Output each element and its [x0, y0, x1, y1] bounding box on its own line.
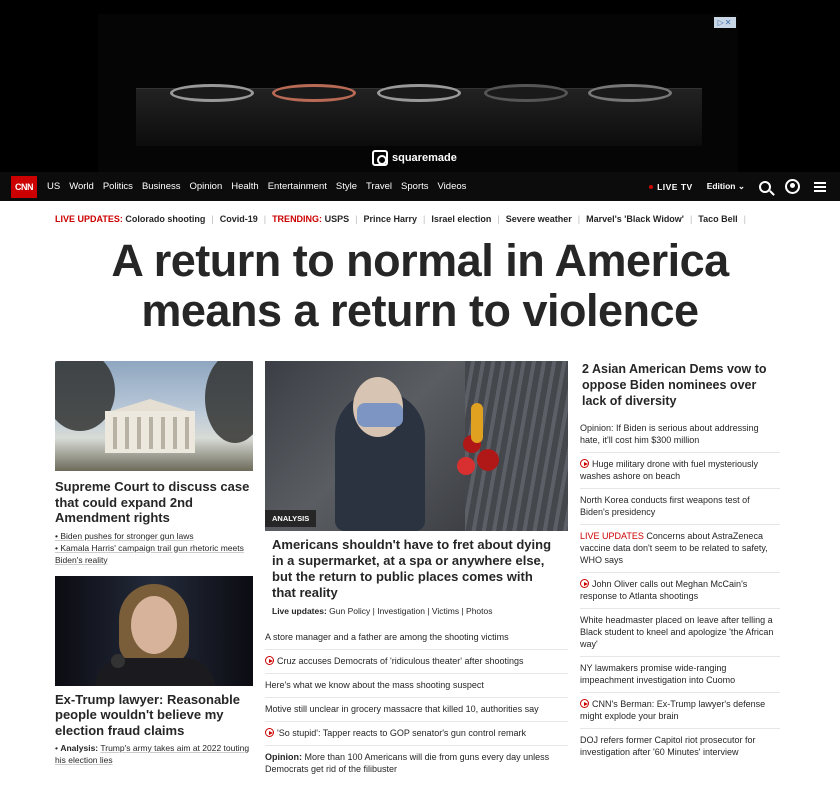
- ad-ring-1: [170, 84, 254, 102]
- list-item[interactable]: Huge military drone with fuel mysteriously washes ashore on beach: [580, 452, 780, 488]
- main-story-title[interactable]: Americans shouldn't have to fret about dying in a supermarket, at a spa or anywhere else, but the return to public places comes with that reality: [272, 537, 552, 600]
- right-column: [580, 361, 780, 764]
- trend-black-widow[interactable]: Marvel's 'Black Widow': [586, 214, 684, 224]
- play-video-icon: [580, 459, 589, 468]
- nav-link-us[interactable]: US: [47, 181, 61, 192]
- lawyer-face: [131, 596, 177, 654]
- story-ex-trump-lawyer-title[interactable]: Ex-Trump lawyer: Reasonable people wouldn't believe my election fraud claims: [55, 691, 240, 738]
- headline-line-2: means a return to violence: [141, 285, 699, 336]
- play-video-icon: [580, 579, 589, 588]
- headline-line-1: A return to normal in America: [111, 235, 729, 286]
- ad-brand-text: squaremade: [392, 152, 457, 164]
- main-story-image[interactable]: [265, 361, 568, 531]
- ad-ring-5: [588, 84, 672, 102]
- ad-banner[interactable]: [0, 0, 840, 172]
- list-item[interactable]: White headmaster placed on leave after telling a Black student to kneel and apologize 'the African way': [580, 608, 780, 656]
- story-asian-american-dems-title[interactable]: 2 Asian American Dems vow to oppose Biden nominees over lack of diversity: [582, 362, 767, 408]
- main-nav: [0, 172, 840, 201]
- trend-israel-election[interactable]: Israel election: [431, 214, 492, 224]
- live-tv-label: LIVE TV: [657, 181, 693, 192]
- live-updates-link-list: Gun Policy | Investigation | Victims | Photos: [329, 606, 493, 616]
- flower-3: [457, 457, 475, 475]
- trend-severe-weather[interactable]: Severe weather: [505, 214, 572, 224]
- trend-usps[interactable]: USPS: [324, 214, 350, 224]
- nav-link-opinion[interactable]: Opinion: [189, 181, 223, 192]
- nav-link-health[interactable]: Health: [231, 181, 259, 192]
- main-headline[interactable]: [0, 236, 840, 336]
- list-item[interactable]: Here's what we know about the mass shooting suspect: [265, 673, 568, 697]
- live-dot-icon: [649, 185, 653, 189]
- tree-right: [205, 361, 253, 443]
- story-biden-gun-laws[interactable]: • Biden pushes for stronger gun laws: [55, 530, 253, 542]
- chevron-down-icon: ⌄: [737, 181, 745, 191]
- hamburger-menu-icon[interactable]: [814, 182, 826, 192]
- ad-brand-logo[interactable]: [372, 150, 457, 166]
- live-updates-label: LIVE UPDATES:: [55, 214, 123, 224]
- list-item[interactable]: Opinion: More than 100 Americans will die from guns every day unless Democrats get rid of the filibuster: [265, 745, 568, 781]
- nav-link-world[interactable]: World: [69, 181, 94, 192]
- trend-prince-harry[interactable]: Prince Harry: [363, 214, 417, 224]
- list-item[interactable]: DOJ refers former Capitol riot prosecutor for investigation after '60 Minutes' interview: [580, 728, 780, 764]
- face-mask: [357, 403, 403, 427]
- live-tv-button[interactable]: [649, 182, 693, 192]
- play-video-icon: [265, 728, 274, 737]
- nav-link-sports[interactable]: Sports: [401, 181, 429, 192]
- nav-links: [47, 181, 466, 192]
- live-updates-sublabel: Live updates:: [272, 606, 327, 616]
- trending-label: TRENDING:: [272, 214, 323, 224]
- edition-label: Edition: [706, 181, 736, 191]
- right-story-list: [580, 417, 780, 764]
- center-column: [265, 361, 568, 781]
- ex-trump-lawyer-image[interactable]: [55, 576, 253, 686]
- list-item[interactable]: A store manager and a father are among the shooting victims: [265, 632, 509, 642]
- analysis-text: Trump's army takes aim at 2022 touting his election lies: [55, 743, 250, 765]
- nav-link-travel[interactable]: Travel: [366, 181, 393, 192]
- list-item[interactable]: 'So stupid': Tapper reacts to GOP senator's gun control remark: [265, 721, 568, 745]
- trend-colorado-shooting[interactable]: Colorado shooting: [125, 214, 206, 224]
- analysis-label: Analysis:: [60, 743, 99, 753]
- supreme-court-image[interactable]: [55, 361, 253, 471]
- live-updates-tag: LIVE UPDATES: [580, 531, 644, 541]
- ad-ring-4: [484, 84, 568, 102]
- play-video-icon: [265, 656, 274, 665]
- flower-2: [477, 449, 499, 471]
- flower-4: [471, 403, 483, 443]
- list-item[interactable]: CNN's Berman: Ex-Trump lawyer's defense might explode your brain: [580, 692, 780, 728]
- story-harris-gun-rhetoric[interactable]: • Kamala Harris' campaign trail gun rhetoric meets Biden's reality: [55, 542, 253, 566]
- trend-covid[interactable]: Covid-19: [219, 214, 258, 224]
- nav-link-business[interactable]: Business: [141, 181, 181, 192]
- nav-link-style[interactable]: Style: [335, 181, 357, 192]
- center-story-list: [265, 626, 568, 781]
- opinion-label: Opinion:: [265, 752, 302, 762]
- list-item[interactable]: NY lawmakers promise wide-ranging impeachment investigation into Cuomo: [580, 656, 780, 692]
- story-supreme-court-title[interactable]: Supreme Court to discuss case that could expand 2nd Amendment rights: [55, 479, 250, 525]
- left-column: [55, 361, 253, 766]
- microphone-icon: [111, 654, 125, 668]
- edition-selector[interactable]: [707, 181, 745, 192]
- list-item[interactable]: Cruz accuses Democrats of 'ridiculous theater' after shootings: [265, 649, 568, 673]
- ad-close-button[interactable]: ▷✕: [714, 17, 736, 28]
- trend-taco-bell[interactable]: Taco Bell: [698, 214, 738, 224]
- list-item[interactable]: Motive still unclear in grocery massacre that killed 10, authorities say: [265, 697, 568, 721]
- live-updates-links[interactable]: [272, 606, 568, 616]
- search-icon[interactable]: [759, 181, 771, 193]
- nav-link-videos[interactable]: Videos: [437, 181, 467, 192]
- cnn-logo[interactable]: CNN: [11, 176, 37, 198]
- ad-ring-3: [377, 84, 461, 102]
- story-trump-army-analysis[interactable]: [55, 742, 253, 766]
- nav-right: [649, 172, 826, 201]
- nav-link-entertainment[interactable]: Entertainment: [267, 181, 327, 192]
- ad-ring-2: [272, 84, 356, 102]
- list-item[interactable]: Opinion: If Biden is serious about addressing hate, it'll cost him $300 million: [580, 423, 759, 445]
- list-item[interactable]: North Korea conducts first weapons test of Biden's presidency: [580, 488, 780, 524]
- list-item[interactable]: LIVE UPDATES Concerns about AstraZeneca vaccine data don't seem to be related to safety, WHO says: [580, 524, 780, 572]
- user-account-icon[interactable]: [785, 179, 800, 194]
- analysis-badge: ANALYSIS: [265, 510, 316, 527]
- squaremade-logo-icon: [372, 150, 388, 166]
- list-item[interactable]: John Oliver calls out Meghan McCain's response to Atlanta shootings: [580, 572, 780, 608]
- nav-link-politics[interactable]: Politics: [102, 181, 133, 192]
- play-video-icon: [580, 699, 589, 708]
- trending-bar: LIVE UPDATES: Colorado shooting | Covid-19 | TRENDING: USPS | Prince Harry | Israel election | Severe weather | Marvel's 'Black Widow' | Taco Bell |: [55, 214, 746, 224]
